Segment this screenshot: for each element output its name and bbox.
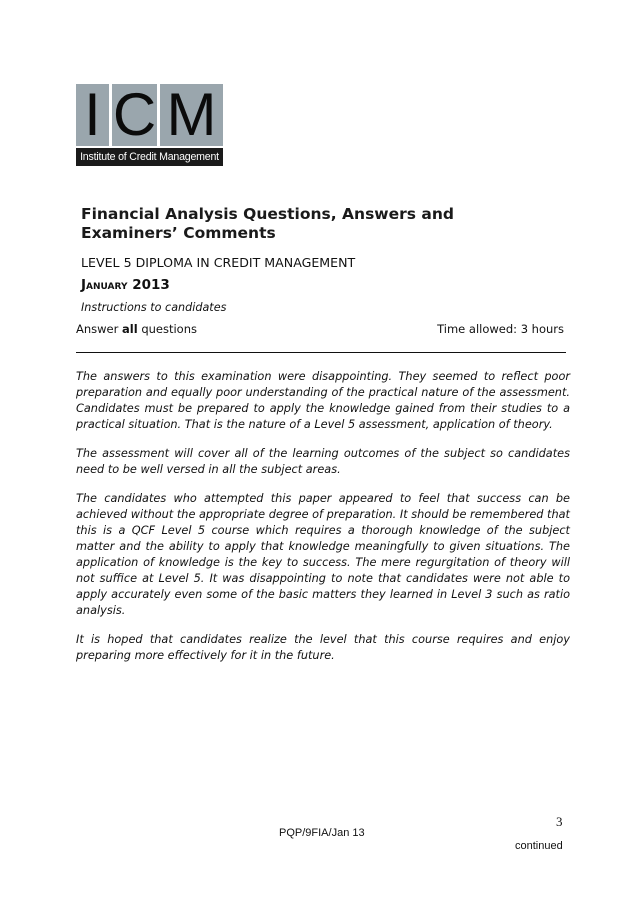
answer-instruction (76, 322, 197, 336)
logo-letters (76, 81, 223, 148)
icm-logo (76, 81, 223, 166)
logo-letter-i: I (76, 84, 109, 146)
continued-label: continued (515, 840, 563, 852)
instructions-label: Instructions to candidates (81, 301, 227, 314)
qualification-level: LEVEL 5 DIPLOMA IN CREDIT MANAGEMENT (81, 255, 356, 270)
exam-year: 2013 (132, 277, 170, 293)
logo-letter-c: C (112, 81, 157, 148)
comment-paragraph: The answers to this examination were disappointing. They seemed to reflect poor preparation and equally poor understanding of the practical nature of the assessment. Candidates must be prepared to apply the knowledge gained from their studies to a practical situation. That is the nature of a Level 5 assessment, application of theory. (76, 370, 570, 431)
exam-session (81, 277, 170, 293)
answer-bold: all (122, 322, 138, 336)
logo-tagline: Institute of Credit Management (76, 148, 223, 166)
examiner-comments (76, 369, 570, 677)
comment-paragraph: It is hoped that candidates realize the level that this course requires and enjoy preparing more effectively for it in the future. (76, 633, 570, 662)
answer-suffix: questions (141, 322, 198, 336)
comment-paragraph: The assessment will cover all of the learning outcomes of the subject so candidates need to be well versed in all the subject areas. (76, 447, 570, 476)
logo-letter-m: M (160, 84, 223, 146)
page-number: 3 (556, 814, 563, 829)
exam-month: January (81, 277, 128, 293)
comment-paragraph: The candidates who attempted this paper appeared to feel that success can be achieved without the appropriate degree of preparation. It should be remembered that this is a QCF Level 5 course which requires a thorough knowledge of the subject matter and the ability to apply that knowledge meaningfully to given situations. The application of knowledge is the key to success. The mere regurgitation of theory will not suffice at Level 5. It was disappointing to note that candidates were not able to apply accurately even some of the basic matters they learned in Level 3 such as ratio analysis. (76, 492, 570, 617)
answer-prefix: Answer (76, 322, 119, 336)
time-allowed: Time allowed: 3 hours (437, 322, 564, 336)
document-title: Financial Analysis Questions, Answers and Examiners’ Comments (81, 205, 454, 242)
paper-code: PQP/9FIA/Jan 13 (279, 827, 365, 839)
divider-line (76, 352, 566, 353)
